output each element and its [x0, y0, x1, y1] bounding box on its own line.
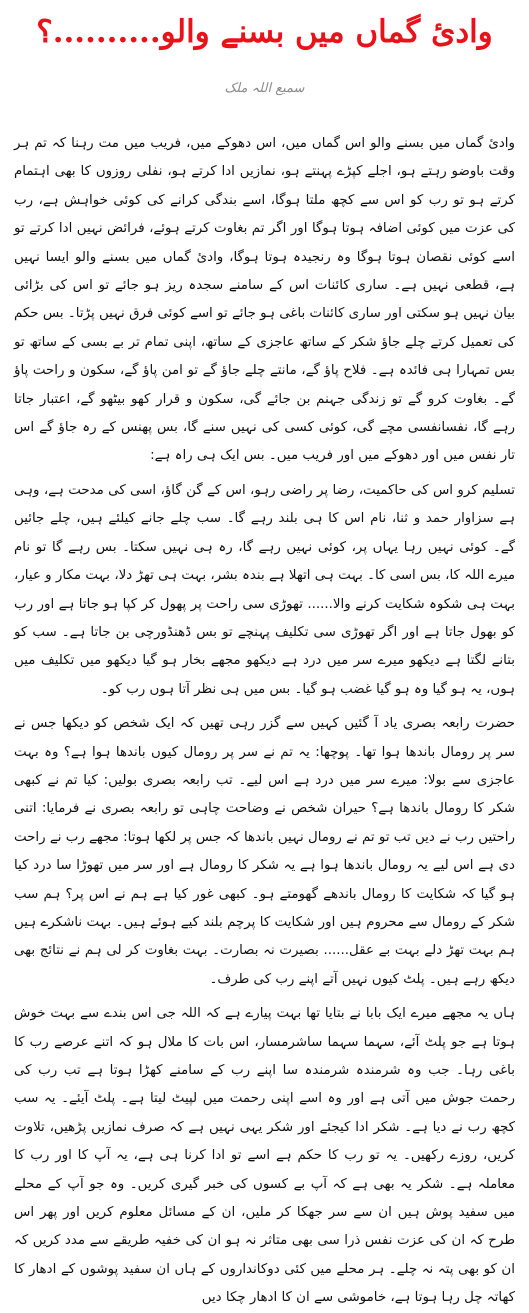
- article-paragraph: ہاں یہ مجھے میرے ایک بابا نے بتایا تھا بہت پیارے ہے کہ اللہ جی اس بندے سے بہت خوش ہوتا ہے جو پلٹ آئے، سہما سہما ساشرمسار، اس بات کا ملال ہو کہ اتنے عرصے رب کا باغی رہا۔ جب وہ شرمندہ شرمندہ سا اپنے رب کے سامنے کھڑا ہوتا ہے تب رب کی رحمت جوش میں آتی ہے اور وہ اسے اپنی رحمت میں لپیٹ لیتا ہے۔ پلٹ آیئے۔ یہ سب کچھ رب نے دیا ہے۔ شکر ادا کیجئے اور شکر یہی نہیں ہے کہ صرف نمازیں پڑھیں، تلاوت کریں، روزے رکھیں۔ یہ تو رب کا حکم ہے اسے تو ادا کرنا ہی ہے، یہ آپ کا اور رب کا معاملہ ہے۔ شکر یہ بھی ہے کہ آپ بے کسوں کی خبر گیری کریں۔ وہ جو آپ کے محلے میں سفید پوش ہیں ان سے سر جھکا کر ملیں، ان کے مسائل معلوم کریں اور پھر اس طرح کہ ان کی عزت نفس ذرا سی بھی متاثر نہ ہو ان کی خفیہ طریقے سے مدد کریں کہ ان کو بھی پتہ نہ چلے۔ ہر محلے میں کئی دوکانداروں کے ہاں ان سفید پوشوں کے ادھار کا کھاتہ چل رہا ہوتا ہے، خاموشی سے ان کا ادھار چکا دیں: [14, 1006, 515, 1306]
- article-paragraph: تسلیم کرو اس کی حاکمیت، رضا پر راضی رہو، اس کے گن گاؤ، اسی کی مدحت ہے، وہی ہے سزاوار حمد و ثنا، نام اس کا ہی بلند رہے گا۔ سب چلے جانے کیلئے ہیں، چلے جائیں گے۔ کوئی نہیں رہا یہاں پر، کوئی نہیں رہے گا، رہ ہی نہیں سکتا۔ بس رہے گا تو نام میرے اللہ کا، بس اسی کا۔ بہت ہی اتھلا ہے بندہ بشر، بہت ہی تھڑ دلا، بہت مکار و عیار، بہت ہی شکوہ شکایت کرنے والا...... تھوڑی سی راحت پر پھول کر کپا ہو جاتا ہے اور رب کو بھول جاتا ہے اور اگر تھوڑی سی تکلیف پہنچے تو بس ڈھنڈورچی بن جاتا ہے۔ سب کو بتانے لگتا ہے دیکھو میرے سر میں درد ہے دیکھو مجھے بخار ہو گیا دیکھو میں تکلیف میں ہوں، یہ ہو گیا وہ ہو گیا غضب ہو گیا۔ بس میں ہی نظر آتا ہوں رب کو۔: [14, 482, 515, 697]
- article-body: [14, 130, 515, 1313]
- article-paragraph: حضرت رابعہ بصری یاد آ گئیں کہیں سے گزر رہی تھیں کہ ایک شخص کو دیکھا جس نے سر پر رومال باندھا ہوا تھا۔ پوچھا: یہ تم نے سر پر رومال کیوں باندھا ہوا ہے؟ وہ بہت عاجزی سے بولا: میرے سر میں درد ہے اس لیے۔ تب رابعہ بصری بولیں: کیا تم نے کبھی شکر کا رومال باندھا ہے؟ حیران شخص نے وضاحت چاہی تو رابعہ بصری نے فرمایا: اتنی راحتیں رب نے دیں تب تو تم نے رومال نہیں باندھا کہ جس پر لکھا ہوتا: مجھے رب نے راحت دی ہے اس لیے یہ رومال باندھا ہوا ہے یہ شکر کا رومال ہے اور سر میں تھوڑا سا درد کیا ہو گیا کہ شکایت کا رومال باندھے گھومتے ہو۔ کبھی غور کیا ہے ہم نے اس پر؟ ہم سب شکر کے رومال سے محروم ہیں اور شکایت کا پرچم بلند کیے ہوئے ہیں۔ بہت ناشکرے ہیں ہم بہت تھڑ دلے بہت بے عقل...... بصیرت نہ بصارت۔ بہت بغاوت کر لی ہم نے نتائج بھی دیکھ رہے ہیں۔ پلٹ کیوں نہیں آتے اپنے رب کی طرف۔: [14, 716, 515, 987]
- article-title: وادیٔ گماں میں بسنے والو..........؟: [36, 14, 493, 50]
- author-name: سمیع اللہ ملک: [224, 81, 305, 96]
- article-paragraph: وادیٔ گماں میں بسنے والو اس گماں میں، اس دھوکے میں، فریب میں مت رہنا کہ تم ہر وقت باوضو رہتے ہو، اجلے کپڑے پہنتے ہو، نمازیں ادا کرتے ہو، نفلی روزوں کا بھی اہتمام کرتے ہو تو رب کو اس سے کچھ ملتا ہوگا، اسے بندگی کرانے کی کوئی خواہش ہے، رب کی عزت میں کوئی اضافہ ہوتا ہوگا اور اگر تم بغاوت کرتے ہوئے، فرائض نہیں ادا کرتے تو اسے کوئی نقصان ہوتا ہوگا وہ رنجیدہ ہوتا ہوگا، وادیٔ گماں میں بسنے والو ایسا نہیں ہے، قطعی نہیں ہے۔ ساری کائنات اس کے سامنے سجدہ ریز ہو جائے تو اس کی بڑائی بیان نہیں ہو سکتی اور ساری کائنات باغی ہو جائے تو اسے کوئی فرق نہیں پڑتا۔ بس حکم کی تعمیل کرتے چلے جاؤ شکر کے ساتھ عاجزی کے ساتھ، اپنی تمام تر بے بسی کے ساتھ تو بس تمہارا ہی فائدہ ہے۔ فلاح پاؤ گے، مانتے چلے جاؤ گے تو امن پاؤ گے، سکون و راحت پاؤ گے۔ بغاوت کرو گے تو زندگی جہنم بن جائے گی، سکون و قرار کھو بیٹھو گے، اعتبار جاتا رہے گا، نفسانفسی مچے گی، کوئی کسی کی نہیں سنے گا، بس پھنس کے رہ جاؤ گے اس تار نفس میں اور دھوکے میں اور فریب میں۔ بس ایک ہی راہ ہے:: [14, 136, 515, 464]
